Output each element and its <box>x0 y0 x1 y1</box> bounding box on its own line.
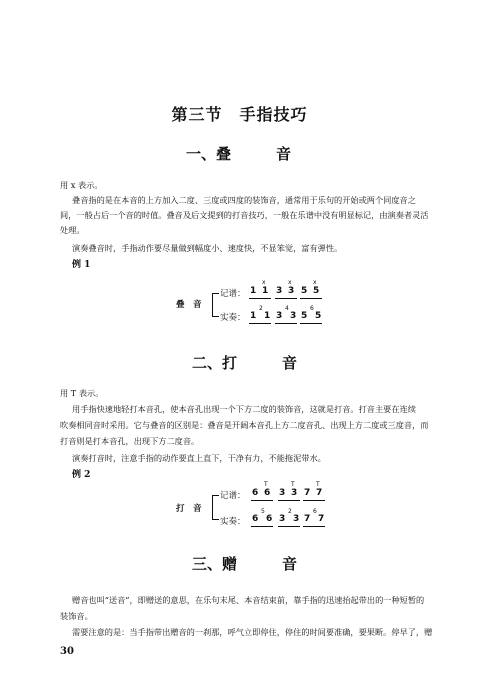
staff-label-dayin: 打 音 <box>176 504 202 514</box>
beam-line <box>303 526 325 527</box>
ornament-mark: T <box>264 481 268 488</box>
note: 1 <box>250 286 257 296</box>
grace-note: 6 <box>313 508 317 515</box>
note: 7 <box>304 514 311 524</box>
ornament-mark: T <box>316 481 320 488</box>
beam-line <box>278 526 300 527</box>
s1-para-4: 处理。 <box>60 225 85 235</box>
grace-note: 6 <box>310 305 314 312</box>
s1-para-2: 叠音指的是在本音的上方加入二度、三度或四度的装饰音，通常用于乐句的开始或两个同度音之 <box>72 195 416 205</box>
notation-row-label: 记谱： <box>220 491 246 501</box>
heading-dayin: 二、打 音 <box>192 354 298 372</box>
note: 3 <box>291 488 298 498</box>
reality-row-label: 实奏： <box>220 517 246 527</box>
staff-bracket <box>212 303 219 317</box>
beam-line <box>249 298 271 299</box>
ornament-mark: T <box>291 481 295 488</box>
beam-line <box>300 323 322 324</box>
notation-row-label: 记谱： <box>220 289 246 299</box>
ornament-mark: x <box>313 279 317 286</box>
heading-dieyin: 一、叠 音 <box>186 145 292 163</box>
note: 7 <box>318 514 325 524</box>
grace-note: 5 <box>261 508 265 515</box>
heading-zengyin: 三、赠 音 <box>192 555 298 573</box>
ornament-mark: x <box>262 279 266 286</box>
s3-para-2: 装饰音。 <box>60 611 93 621</box>
s2-para-2: 用手指快速地轻打本音孔，使本音孔出现一个下方二度的装饰音，这就是打音。打音主要在连续 <box>72 404 416 414</box>
beam-line <box>249 323 271 324</box>
note: 5 <box>315 311 322 321</box>
beam-line <box>275 298 297 299</box>
ornament-mark: x <box>288 279 292 286</box>
note: 1 <box>262 286 269 296</box>
note: 3 <box>293 514 300 524</box>
note: 1 <box>250 311 257 321</box>
s2-para-3: 吹奏相同音时采用。它与叠音的区别是：叠音是开阔本音孔上方二度音孔、出现上方二度或三度音，而 <box>60 420 429 430</box>
s2-para-1: 用 T 表示。 <box>60 388 104 398</box>
note: 7 <box>316 488 323 498</box>
note: 6 <box>264 488 271 498</box>
note: 3 <box>276 286 283 296</box>
note: 3 <box>288 286 295 296</box>
s2-para-5: 演奏打音时，注意手指的动作要直上直下，干净有力，不能拖泥带水。 <box>72 453 326 463</box>
grace-note: 2 <box>259 305 263 312</box>
note: 6 <box>266 514 273 524</box>
page-number: 30 <box>60 646 74 657</box>
note: 3 <box>290 311 297 321</box>
beam-line <box>303 500 325 501</box>
note: 3 <box>279 488 286 498</box>
s3-para-1: 赠音也叫“送音”，即赠送的意思，在乐句末尾、本音结束前，靠手指的迅速抬起带出的一种短暂的 <box>72 595 425 605</box>
note: 1 <box>264 311 271 321</box>
grace-note: 2 <box>288 508 292 515</box>
s2-para-4: 打音则是打本音孔，出现下方二度音。 <box>60 436 200 446</box>
s1-para-3: 间，一般占后一个音的时值。叠音及后文提到的打音技巧，一般在乐谱中没有明显标记，由演奏者灵活 <box>60 210 429 220</box>
staff-bracket <box>212 506 219 520</box>
beam-line <box>251 500 273 501</box>
staff-label-dieyin: 叠 音 <box>176 300 202 310</box>
beam-line <box>275 323 297 324</box>
note: 6 <box>252 488 259 498</box>
section-title: 第三节 手指技巧 <box>171 105 308 124</box>
s1-para-1: 用 x 表示。 <box>60 180 103 190</box>
beam-line <box>251 526 273 527</box>
note: 3 <box>276 311 283 321</box>
example-1-label: 例 1 <box>72 260 91 270</box>
grace-note: 4 <box>285 305 289 312</box>
note: 5 <box>301 286 308 296</box>
reality-row-label: 实奏： <box>220 313 246 323</box>
note: 3 <box>279 514 286 524</box>
beam-line <box>278 500 300 501</box>
note: 5 <box>301 311 308 321</box>
beam-line <box>300 298 322 299</box>
note: 7 <box>304 488 311 498</box>
note: 5 <box>313 286 320 296</box>
s1-para-5: 演奏叠音时，手指动作要尽量做到幅度小、速度快，不显笨觉，富有弹性。 <box>72 243 343 253</box>
note: 6 <box>252 514 259 524</box>
s3-para-3: 需要注意的是：当手指带出赠音的一刹那，呼气立即停住，停住的时间要准确，要果断。停早了，赠 <box>72 627 433 637</box>
example-2-label: 例 2 <box>72 470 91 480</box>
